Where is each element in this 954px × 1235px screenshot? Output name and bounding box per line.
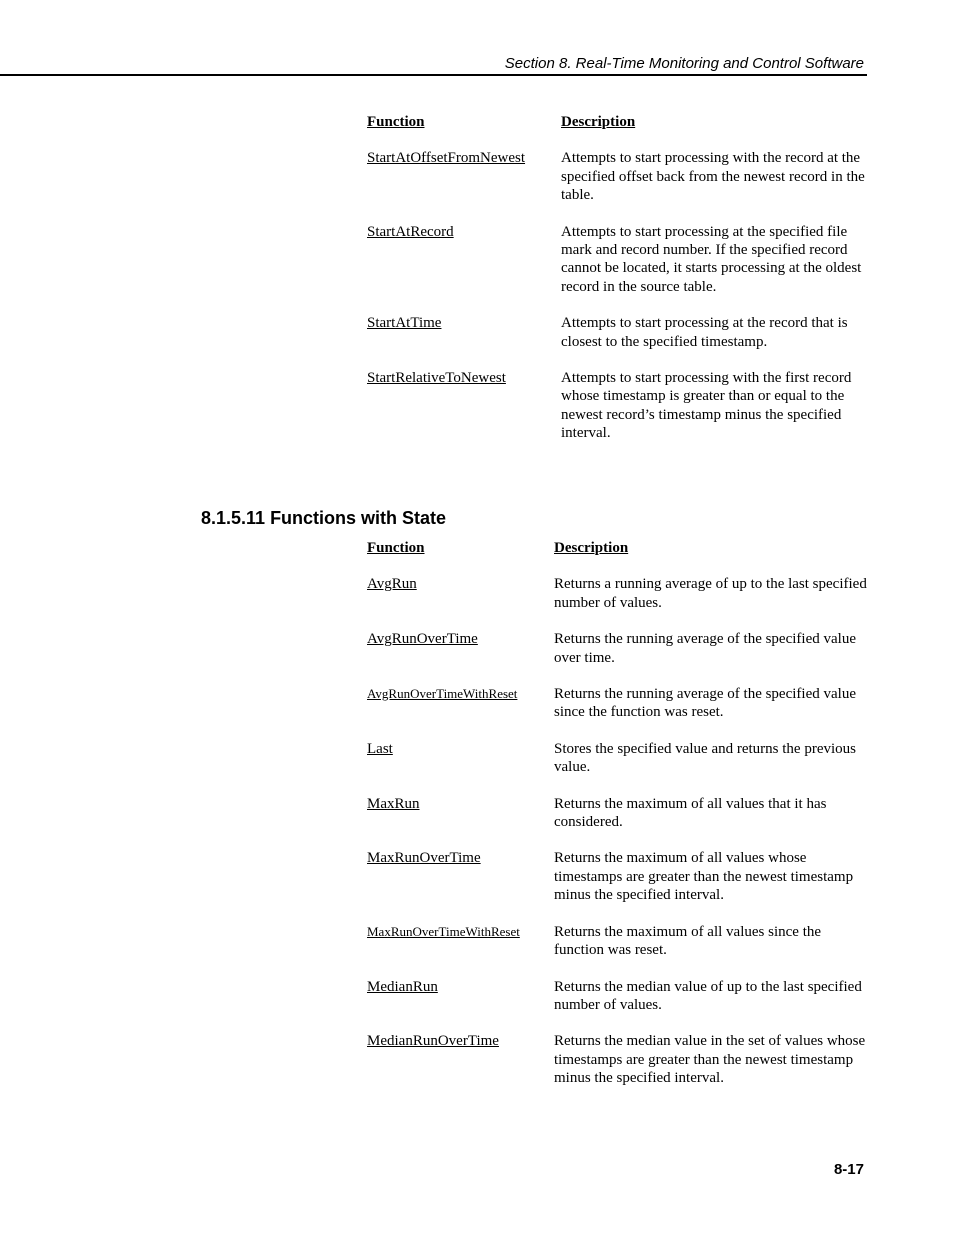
table-row (367, 1032, 867, 1087)
table-row (367, 630, 867, 667)
section-heading: 8.1.5.11 Functions with State (201, 508, 447, 528)
function-description: Returns the median value in the set of values whose timestamps are greater than the newest timestamp minus the specified interval. (554, 1033, 866, 1087)
table-header-row (367, 539, 867, 557)
function-table-start (367, 113, 867, 443)
page-number: 8-17 (833, 1161, 864, 1178)
function-link-maxrun[interactable]: MaxRun (367, 795, 420, 812)
function-description: Attempts to start processing with the first record whose timestamp is greater than or equal to the newest record’s timestamp minus the specified interval. (561, 370, 852, 442)
function-table-state (367, 539, 867, 1088)
running-header: Section 8. Real-Time Monitoring and Control Software (504, 55, 864, 72)
function-link-startatrecord[interactable]: StartAtRecord (367, 223, 454, 240)
table-row (367, 849, 867, 904)
function-link-maxrunovertimewithreset[interactable]: MaxRunOverTimeWithReset (367, 923, 520, 939)
function-link-startattime[interactable]: StartAtTime (367, 315, 442, 332)
table-row (367, 923, 867, 960)
function-link-startatoffsetfromnewest[interactable]: StartAtOffsetFromNewest (367, 150, 526, 167)
function-link-medianrun[interactable]: MedianRun (367, 978, 438, 995)
function-description: Returns the maximum of all values whose timestamps are greater than the newest timestamp minus the specified interval. (554, 850, 854, 904)
function-description: Returns the maximum of all values since the function was reset. (554, 923, 822, 959)
table-row (367, 314, 867, 351)
function-description: Returns the median value of up to the last specified number of values. (554, 978, 862, 1013)
table-row (367, 740, 867, 777)
function-link-last[interactable]: Last (367, 740, 393, 757)
function-description: Returns a running average of up to the last specified number of values. (554, 576, 867, 611)
function-link-avgrunovertime[interactable]: AvgRunOverTime (367, 631, 478, 648)
function-link-avgrunovertimewithreset[interactable]: AvgRunOverTimeWithReset (367, 686, 518, 702)
function-description: Returns the running average of the specified value over time. (554, 631, 856, 666)
column-header-function: Function (367, 540, 425, 556)
table-row (367, 575, 867, 612)
table-row (367, 369, 867, 443)
column-header-description: Description (561, 114, 636, 130)
table-row (367, 795, 867, 832)
table-row (367, 223, 867, 297)
function-link-maxrunovertime[interactable]: MaxRunOverTime (367, 850, 481, 867)
function-description: Stores the specified value and returns the previous value. (554, 740, 856, 776)
table-row (367, 978, 867, 1015)
function-link-medianrunovertime[interactable]: MedianRunOverTime (367, 1033, 499, 1050)
function-description: Attempts to start processing at the specified file mark and record number. If the specified record cannot be located, it starts processing at the oldest record in the source table. (561, 223, 862, 295)
table-header-row (367, 113, 867, 131)
header-rule (0, 74, 867, 76)
function-description: Returns the maximum of all values that it has considered. (554, 795, 827, 831)
table-row (367, 149, 867, 204)
table-row (367, 685, 867, 722)
function-link-avgrun[interactable]: AvgRun (367, 576, 417, 593)
function-description: Attempts to start processing with the record at the specified offset back from the newest record in the table. (561, 150, 865, 204)
function-link-startrelativetonewest[interactable]: StartRelativeToNewest (367, 370, 506, 387)
function-description: Attempts to start processing at the record that is closest to the specified timestamp. (561, 315, 848, 350)
column-header-function: Function (367, 114, 425, 130)
column-header-description: Description (554, 540, 629, 556)
function-description: Returns the running average of the specified value since the function was reset. (554, 686, 856, 721)
